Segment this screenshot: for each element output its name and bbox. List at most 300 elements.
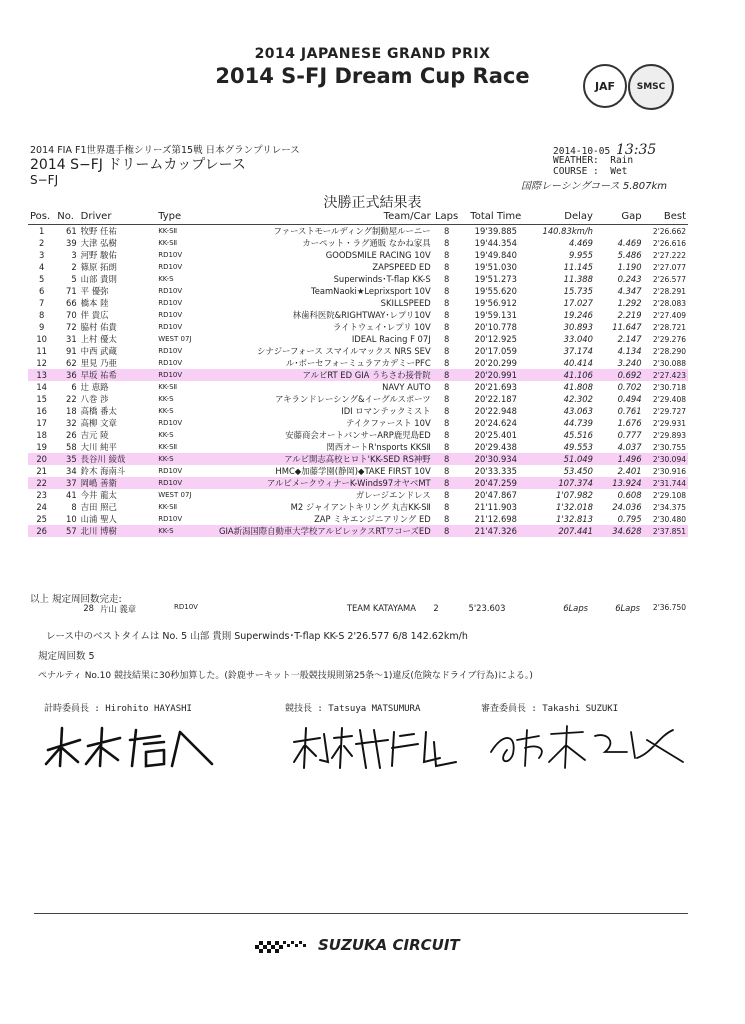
cell-no: 8 [71,502,77,512]
cell-gap: 3.240 [617,358,642,368]
cell-no: 57 [55,525,78,537]
cell-team: ZAPSPEED ED [372,262,431,272]
cell-laps: 8 [443,358,450,368]
cell-team: Superwinds･T-flap KK-S [333,274,431,284]
cell-best: 2'30.480 [652,514,686,524]
cell-time: 20'33.335 [474,466,517,476]
cell-delay: 107.374 [531,477,595,489]
cell-laps: 8 [443,322,450,332]
cell-no: 26 [66,430,77,440]
cell-gap: 2.147 [617,334,642,344]
cell-type: RD10V [158,323,183,331]
cell-driver: 平 優弥 [80,286,109,296]
cell-gap [595,225,644,238]
cell-best: 2'28.291 [652,286,686,296]
cell-team: テイクファースト 10V [345,418,431,428]
cell-driver: 篠原 拓朗 [80,262,117,272]
cell-delay: 9.955 [568,250,593,260]
below-required-label: 以上 規定周回数完走: [30,594,122,605]
cell-time: 20'17.059 [474,346,517,356]
footer-divider [34,913,688,914]
results-body [28,225,688,538]
cell-gap: 11.647 [612,322,642,332]
cell-no: 72 [66,322,77,332]
cell-type: RD10V [158,467,183,475]
cell-pos: 5 [38,274,45,284]
penalty-note: ペナルティ No.10 競技結果に30秒加算した。(鈴鹿サーキット一般競技規則第25条〜1)違反(危険なドライブ行為)による。) [38,671,533,681]
cell-best: 2'29.727 [652,406,686,416]
cell-no: 31 [66,334,77,344]
cell-time: 20'10.778 [474,322,517,332]
cell-delay: 15.735 [563,286,593,296]
cell-delay: 53.450 [563,466,593,476]
cell-delay: 30.893 [563,322,593,332]
cell-best: 2'34.375 [652,502,686,512]
extra-delay: 6Laps [563,603,588,613]
cell-best: 2'37.851 [644,525,688,537]
cell-team: アルビメークウィナーK-Winds97オヤベMT [217,477,433,489]
cell-pos: 19 [36,442,47,452]
cell-best: 2'27.222 [652,250,686,260]
table-row [28,249,688,261]
cell-pos: 10 [36,334,47,344]
cell-pos: 23 [36,490,47,500]
jaf-logo-icon: JAF [583,64,627,108]
table-row [28,429,688,441]
cell-driver: 八巻 渉 [80,394,109,404]
clerk-official: 競技長 : Tatsuya MATSUMURA [285,704,421,714]
cell-no: 35 [55,453,78,465]
col-no: No. [55,209,78,225]
cell-driver: 吉元 陵 [80,430,109,440]
cell-laps: 8 [443,430,450,440]
col-pos: Pos. [28,209,55,225]
table-row [28,273,688,285]
cell-laps: 8 [443,466,450,476]
cell-team: ライトウェイ･レプリ 10V [333,322,431,332]
cell-team: NAVY AUTO [382,382,431,392]
cell-type: KK-SⅡ [158,503,178,511]
cell-best: 2'26.616 [652,238,686,248]
cell-delay: 43.063 [563,406,593,416]
cell-no: 61 [66,226,77,236]
cell-type: KK-SⅡ [158,383,178,391]
cell-time: 20'30.934 [461,453,532,465]
extra-no: 28 [83,603,94,613]
race-title-jp: 2014 S−FJ ドリームカップレース [30,157,246,173]
cell-no: 39 [66,238,77,248]
cell-driver: 伴 貴広 [80,310,109,320]
cell-laps: 8 [443,310,450,320]
cell-laps: 8 [433,477,461,489]
cell-best: 2'30.916 [652,466,686,476]
cell-team: 関西オートR'nsports KKSⅡ [326,442,431,452]
cell-laps: 8 [443,238,450,248]
race-title: 2014 S-FJ Dream Cup Race [215,64,530,88]
signature-matsumura [290,722,470,772]
cell-time: 20'24.624 [474,418,517,428]
col-team: Team/Car [217,209,433,225]
cell-team: ファーストモールディング制動屋ルーニー [273,226,431,236]
cell-type: KK-S [158,431,174,439]
cell-pos: 12 [36,358,47,368]
cell-best: 2'28.290 [652,346,686,356]
cell-pos: 9 [38,322,45,332]
cell-best: 2'30.718 [652,382,686,392]
cell-laps: 8 [443,286,450,296]
cell-laps: 8 [443,298,450,308]
cell-delay: 207.441 [531,525,595,537]
cell-team: HMC◆加藤学園(静岡)◆TAKE FIRST 10V [275,466,431,476]
cell-pos: 21 [36,466,47,476]
extra-time: 5'23.603 [468,603,506,613]
table-header-row [28,209,688,225]
cell-team: IDI ロマンテックミスト [341,406,431,416]
cell-delay: 40.414 [563,358,593,368]
cell-best: 2'30.088 [652,358,686,368]
cell-type: KK-S [156,525,217,537]
cell-no: 58 [66,442,77,452]
table-row [28,345,688,357]
cell-laps: 8 [433,453,461,465]
cell-no: 2 [71,262,77,272]
cell-pos: 17 [36,418,47,428]
cell-type: RD10V [158,359,183,367]
extra-team: TEAM KATAYAMA [346,603,416,613]
results-table [28,209,688,537]
cell-team: ガレージエンドレス [355,490,431,500]
cell-pos: 3 [38,250,45,260]
cell-no: 36 [55,369,78,381]
cell-gap: 4.347 [617,286,642,296]
cell-delay: 17.027 [563,298,593,308]
cell-laps: 8 [443,382,450,392]
cell-gap: 1.292 [617,298,642,308]
cell-gap: 0.795 [617,514,642,524]
cell-type: KK-S [158,407,174,415]
cell-gap: 4.037 [617,442,642,452]
cell-gap: 0.608 [617,490,642,500]
cell-delay: 140.83km/h [542,226,593,236]
cell-pos: 16 [36,406,47,416]
cell-team: GIA新潟国際自動車大学校アルビレックスRTワコーズED [218,526,431,536]
col-laps: Laps [433,209,461,225]
weather-line: WEATHER: Rain [553,155,634,166]
cell-pos: 22 [28,477,55,489]
cell-delay: 1'32.813 [556,514,593,524]
timing-official: 計時委員長 : Hirohito HAYASHI [44,704,192,714]
course-value: Wet [610,166,628,177]
cell-pos: 11 [36,346,47,356]
cell-time: 19'56.912 [474,298,517,308]
table-row [28,261,688,273]
smsc-logo-icon: SMSC [628,64,674,110]
cell-laps: 8 [443,502,450,512]
non-classified-row [28,603,688,615]
weather-value: Rain [610,155,634,166]
best-time-note: レース中のベストタイムは No. 5 山部 貴則 Superwinds･T-flap KK-S 2'26.577 6/8 142.62km/h [46,631,468,642]
cell-driver: 大川 純平 [80,442,117,452]
table-row [28,465,688,477]
cell-laps: 8 [443,226,450,236]
table-row [28,453,688,465]
cell-driver: 鈴木 海南斗 [80,466,126,476]
cell-best: 2'28.721 [652,322,686,332]
table-row [28,321,688,333]
table-row [28,333,688,345]
cell-delay: 11.145 [563,262,593,272]
table-row [28,405,688,417]
cell-delay: 37.174 [563,346,593,356]
cell-driver: 吉田 照己 [80,502,117,512]
table-row [28,489,688,501]
cell-team: シナジーフォース スマイルマックス NRS SEV [257,346,431,356]
cell-no: 5 [71,274,77,284]
cell-driver: 大津 弘樹 [80,238,117,248]
cell-driver: 高橋 番太 [80,406,117,416]
cell-time: 19'55.620 [474,286,517,296]
cell-delay: 44.739 [563,418,593,428]
steward-official: 審査委員長 : Takashi SUZUKI [481,704,619,714]
cell-type: RD10V [156,477,217,489]
cell-type: KK-S [158,275,174,283]
cell-pos: 4 [38,262,45,272]
cell-pos: 18 [36,430,47,440]
course-line: COURSE : Wet [553,166,628,177]
cell-type: RD10V [158,419,183,427]
cell-driver: 高柳 文章 [80,418,117,428]
cell-gap: 0.494 [617,394,642,404]
cell-best: 2'29.276 [652,334,686,344]
cell-best: 2'27.423 [644,369,688,381]
table-row [28,501,688,513]
cell-time: 20'20.299 [474,358,517,368]
col-driver: Driver [79,209,157,225]
cell-best: 2'29.931 [652,418,686,428]
cell-time: 20'12.925 [474,334,517,344]
cell-laps: 8 [443,490,450,500]
cell-best: 2'31.744 [644,477,688,489]
cell-driver: 早坂 祐希 [79,369,157,381]
cell-time: 21'47.326 [461,525,532,537]
checkered-flag-icon [253,937,315,957]
cell-gap: 2.401 [617,466,642,476]
cell-driver: 上村 優太 [80,334,117,344]
class-label: S−FJ [30,173,59,187]
cell-time: 20'47.259 [461,477,532,489]
table-row [28,309,688,321]
cell-type: RD10V [158,299,183,307]
cell-pos: 26 [28,525,55,537]
cell-driver: 中西 武蔵 [80,346,117,356]
race-date: 2014-10-05 [553,146,611,157]
cell-driver: 脇村 佑貴 [80,322,117,332]
cell-no: 10 [66,514,77,524]
cell-best: 2'29.108 [652,490,686,500]
cell-delay: 45.516 [563,430,593,440]
cell-gap: 0.692 [595,369,644,381]
cell-time: 20'22.948 [474,406,517,416]
table-row [28,297,688,309]
cell-driver: 山部 貴則 [80,274,117,284]
table-row [28,381,688,393]
cell-best: 2'27.409 [652,310,686,320]
cell-delay: 33.040 [563,334,593,344]
cell-gap: 4.134 [617,346,642,356]
cell-no: 66 [66,298,77,308]
cell-time: 21'11.903 [474,502,517,512]
cell-gap: 0.777 [617,430,642,440]
cell-type: KK-SⅡ [158,443,178,451]
cell-type: RD10V [158,347,183,355]
cell-time: 20'20.991 [461,369,532,381]
cell-driver: 河野 駿佑 [80,250,117,260]
cell-pos: 24 [36,502,47,512]
cell-no: 18 [66,406,77,416]
cell-best: 2'26.662 [652,226,686,236]
extra-best: 2'36.750 [652,603,686,612]
extra-type: RD10V [174,603,198,611]
cell-gap: 1.496 [595,453,644,465]
cell-time: 19'59.131 [474,310,517,320]
table-row [28,237,688,249]
cell-driver: 長谷川 綾哉 [79,453,157,465]
cell-no: 37 [55,477,78,489]
table-row [28,393,688,405]
cell-time: 21'12.698 [474,514,517,524]
cell-time: 19'49.840 [474,250,517,260]
cell-best: 2'30.755 [652,442,686,452]
table-row [28,357,688,369]
cell-delay: 11.388 [563,274,593,284]
signature-suzuki [487,722,687,772]
cell-team: カーペット・ラグ通販 なかね家具 [302,238,431,248]
cell-no: 34 [66,466,77,476]
event-title: 2014 JAPANESE GRAND PRIX [254,46,491,62]
cell-time: 19'51.030 [474,262,517,272]
table-row [28,225,688,238]
cell-pos: 15 [36,394,47,404]
cell-pos: 1 [38,226,45,236]
cell-team: アルビ開志高校ヒロト'KK-SED RS神野 [217,453,433,465]
cell-time: 19'39.885 [474,226,517,236]
col-best: Best [644,209,688,225]
cell-driver: 山浦 聖人 [80,514,117,524]
cell-type: RD10V [158,311,183,319]
cell-no: 32 [66,418,77,428]
cell-no: 22 [66,394,77,404]
cell-type: RD10V [156,369,217,381]
cell-team: ル･ボーセフォーミュラアカデミーPFC [285,358,431,368]
cell-team: 安藤商会オートバンサーARP鹿児島ED [285,430,431,440]
cell-pos: 14 [36,382,47,392]
cell-driver: 北川 博樹 [79,525,157,537]
race-time: 13:35 [615,142,657,158]
table-row [28,525,688,537]
extra-gap: 6Laps [615,603,640,613]
cell-team: 林歯科医院&RIGHTWAY･レプリ10V [292,310,431,320]
cell-team: GOODSMILE RACING 10V [325,250,431,260]
cell-delay: 51.049 [531,453,595,465]
cell-driver: 今井 龍太 [80,490,117,500]
cell-time: 19'44.354 [474,238,517,248]
cell-best: 2'29.408 [652,394,686,404]
extra-driver: 片山 義章 [100,604,137,614]
cell-team: アキランドレーシング&イーグルスポーツ [275,394,431,404]
cell-delay: 1'32.018 [556,502,593,512]
cell-no: 71 [66,286,77,296]
cell-pos: 8 [38,310,45,320]
cell-laps: 8 [443,442,450,452]
cell-pos: 6 [38,286,45,296]
cell-driver: 牧野 任祐 [80,226,117,236]
col-total-time: Total Time [461,209,532,225]
cell-pos: 2 [38,238,45,248]
cell-no: 3 [71,250,77,260]
cell-team: ZAP ミキエンジニアリング ED [314,514,431,524]
cell-delay: 41.106 [531,369,595,381]
cell-laps: 8 [443,262,450,272]
cell-time: 20'29.438 [474,442,517,452]
cell-pos: 7 [38,298,45,308]
signature-hayashi [40,722,230,772]
cell-laps: 8 [443,418,450,428]
cell-type: WEST 07J [158,491,192,499]
cell-pos: 25 [36,514,47,524]
cell-delay: 4.469 [568,238,593,248]
cell-type: RD10V [158,263,183,271]
cell-gap: 0.702 [617,382,642,392]
cell-best: 2'26.577 [652,274,686,284]
cell-type: WEST 07J [158,335,192,343]
cell-time: 20'25.401 [474,430,517,440]
cell-no: 6 [71,382,77,392]
cell-gap: 1.190 [617,262,642,272]
cell-gap: 24.036 [612,502,642,512]
cell-type: KK-S [156,453,217,465]
cell-laps: 8 [443,514,450,524]
cell-gap: 34.628 [595,525,644,537]
cell-best: 2'30.094 [644,453,688,465]
cell-team: M2 ジャイアントキリング 丸吉KK-SⅡ [290,502,431,512]
cell-laps: 8 [443,394,450,404]
cell-driver: 岡嶋 善衛 [79,477,157,489]
cell-team: アルビRT ED GIA うちさわ接骨院 [217,369,433,381]
cell-gap: 0.243 [617,274,642,284]
result-table-title: 決勝正式結果表 [323,195,422,211]
cell-team: TeamNaoki★Leprixsport 10V [311,286,431,296]
cell-laps: 8 [443,346,450,356]
cell-driver: 辻 恵路 [80,382,109,392]
cell-type: RD10V [158,287,183,295]
col-type: Type [156,209,217,225]
table-row [28,477,688,489]
cell-laps: 8 [433,525,461,537]
cell-delay: 42.302 [563,394,593,404]
cell-time: 20'22.187 [474,394,517,404]
cell-laps: 8 [443,406,450,416]
extra-laps: 2 [433,603,439,613]
cell-time: 19'51.273 [474,274,517,284]
cell-no: 62 [66,358,77,368]
cell-team: SKILLSPEED [380,298,431,308]
cell-driver: 橋本 陸 [80,298,109,308]
cell-delay: 1'07.982 [556,490,593,500]
table-row [28,441,688,453]
cell-time: 20'47.867 [474,490,517,500]
cell-time: 20'21.693 [474,382,517,392]
cell-pos: 13 [28,369,55,381]
